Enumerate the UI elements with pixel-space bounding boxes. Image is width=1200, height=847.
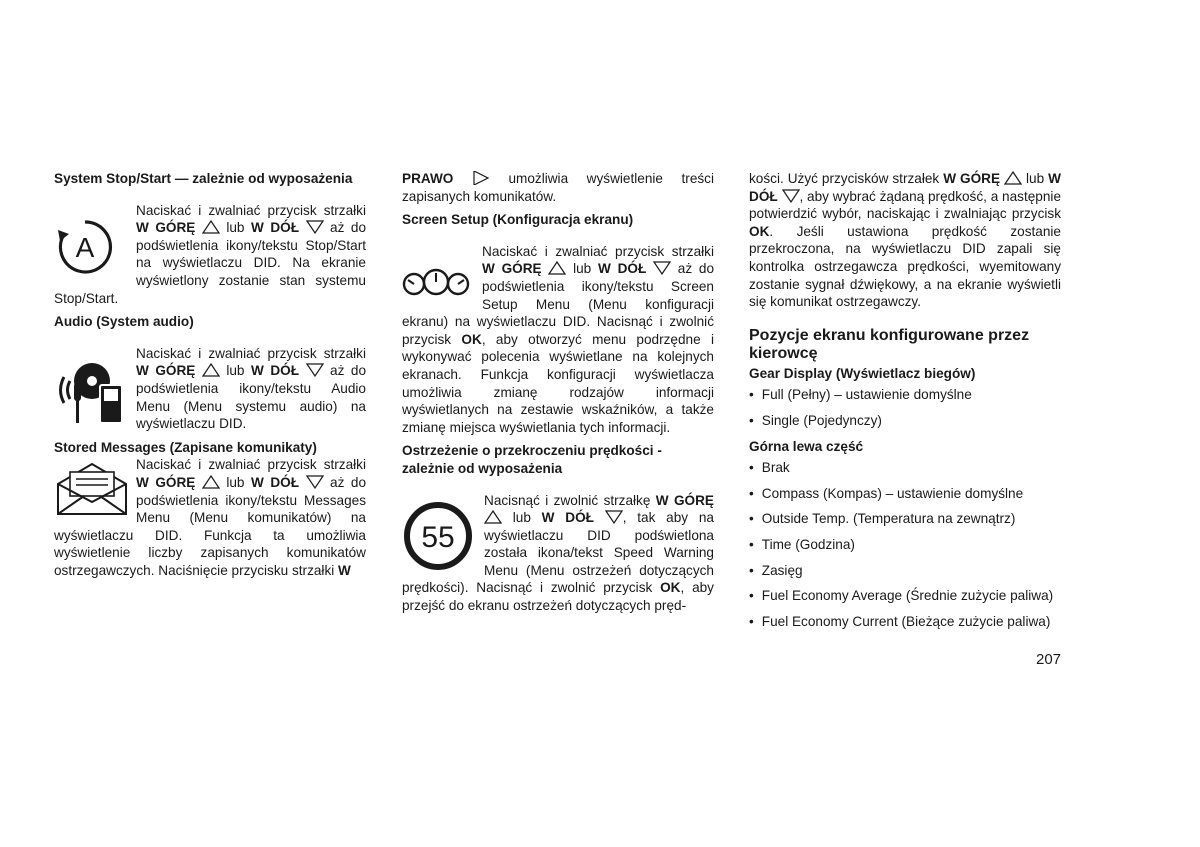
section-heading-upper-left: Górna lewa część <box>749 438 864 454</box>
column-middle <box>402 170 714 621</box>
up-arrow-icon <box>202 363 220 377</box>
column-left <box>54 170 366 585</box>
right-arrow-icon <box>472 171 490 185</box>
list-item: • Single (Pojedynczy) <box>749 412 1061 430</box>
down-arrow-icon <box>782 189 800 203</box>
up-arrow-icon <box>202 220 220 234</box>
down-arrow-icon <box>306 220 324 234</box>
stop-start-icon <box>54 216 116 278</box>
paragraph-stop-start: Naciskać i zwalniać przycisk strzałki W GÓRĘ lub W DÓŁ aż do podświetlenia ikony/tekstu Stop/Start na wyświetlaczu DID. Na ekranie wyświetlony zostanie stan systemu Stop/Start. <box>54 202 366 306</box>
paragraph-speed-warning: Nacisnąć i zwolnić strzałkę W GÓRĘ lub W DÓŁ , tak aby na wyświetlaczu DID podświetlona została ikona/tekst Speed Warning Menu (Menu ostrzeżeń dotyczących prędkości). Nacisnąć i zwolnić przycisk OK, aby przejść do ekranu ostrzeżeń dotyczących pręd- <box>402 492 714 614</box>
section-heading-gear-display: Gear Display (Wyświetlacz biegów) <box>749 365 976 381</box>
up-arrow-icon <box>202 475 220 489</box>
list-item: • Fuel Economy Current (Bieżące zużycie paliwa) <box>749 613 1061 631</box>
down-arrow-icon <box>605 510 623 524</box>
list-item: • Outside Temp. (Temperatura na zewnątrz) <box>749 510 1061 528</box>
page-number: 207 <box>1036 651 1062 668</box>
speed-warning-icon <box>402 500 474 572</box>
down-arrow-icon <box>653 261 671 275</box>
paragraph-audio: Naciskać i zwalniać przycisk strzałki W GÓRĘ lub W DÓŁ aż do podświetlenia ikony/tekstu Audio Menu (Menu systemu audio) na wyświetlaczu DID. <box>136 345 366 432</box>
list-item: • Zasięg <box>749 562 1061 580</box>
section-heading-screen-setup: Screen Setup (Konfiguracja ekranu) <box>402 212 634 228</box>
gear-display-list <box>749 386 1061 429</box>
paragraph-continued: PRAWO umożliwia wyświetlenie treści zapisanych komunikatów. <box>402 171 714 204</box>
svg-text:A: A <box>75 231 95 263</box>
list-item: • Full (Pełny) – ustawienie domyślne <box>749 386 1061 404</box>
down-arrow-icon <box>306 363 324 377</box>
paragraph-speed-continued: kości. Użyć przycisków strzałek W GÓRĘ lub W DÓŁ , aby wybrać żądaną prędkość, a następnie potwierdzić wybór, naciskając i zwalniając przycisk OK. Jeśli ustawiona prędkość zostanie przekroczona, na wyświetlaczu DID zapali się kontrolka ostrzegawcza prędkości, wyemitowany zostanie sygnał dźwiękowy, a na ekranie wyświetli się komunikat ostrzegawczy. <box>749 171 1062 310</box>
upper-left-list <box>749 459 1061 630</box>
up-arrow-icon <box>484 510 502 524</box>
list-item: • Brak <box>749 459 1061 477</box>
list-item: • Time (Godzina) <box>749 536 1061 554</box>
section-heading-driver-config: Pozycje ekranu konfigurowane przez kierowcę <box>749 326 1030 362</box>
messages-icon <box>54 462 130 518</box>
list-item: • Compass (Kompas) – ustawienie domyślne <box>749 485 1061 503</box>
paragraph-stored-messages: Naciskać i zwalniać przycisk strzałki W GÓRĘ lub W DÓŁ aż do podświetlenia ikony/tekstu Messages Menu (Menu komunikatów) na wyświetlaczu DID. Funkcja ta umożliwia wyświetlenie liczby zapisanych komunikatów ostrzegawczych. Naciśnięcie przycisku strzałki W <box>54 457 366 578</box>
screen-setup-icon <box>402 267 470 301</box>
column-right <box>749 170 1061 638</box>
up-arrow-icon <box>1004 171 1022 185</box>
down-arrow-icon <box>306 475 324 489</box>
svg-text:55: 55 <box>421 520 455 554</box>
section-heading-audio: Audio (System audio) <box>54 314 194 330</box>
audio-icon <box>54 353 128 427</box>
section-heading-stop-start: System Stop/Start — zależnie od wyposażenia <box>54 171 353 186</box>
paragraph-screen-setup: Naciskać i zwalniać przycisk strzałki W GÓRĘ lub W DÓŁ aż do podświetlenia ikony/tekstu Screen Setup Menu (Menu konfiguracji ekranu) na wyświetlaczu DID. Nacisnąć i zwolnić przycisk OK, aby otworzyć menu podrzędne i wykonywać polecenia wyświetlane na kolejnych ekranach. Funkcja konfiguracji wyświetlacza umożliwia zmianę rodzajów informacji wyświetlanych na zestawie wskaźników, a także zmianę miejsca wyświetlania tych informacji. <box>402 243 714 435</box>
list-item: • Fuel Economy Average (Średnie zużycie paliwa) <box>749 587 1061 605</box>
section-heading-stored-messages: Stored Messages (Zapisane komunikaty) <box>54 439 317 455</box>
section-heading-speed-warning: Ostrzeżenie o przekroczeniu prędkości - zależnie od wyposażenia <box>402 443 662 476</box>
up-arrow-icon <box>548 261 566 275</box>
